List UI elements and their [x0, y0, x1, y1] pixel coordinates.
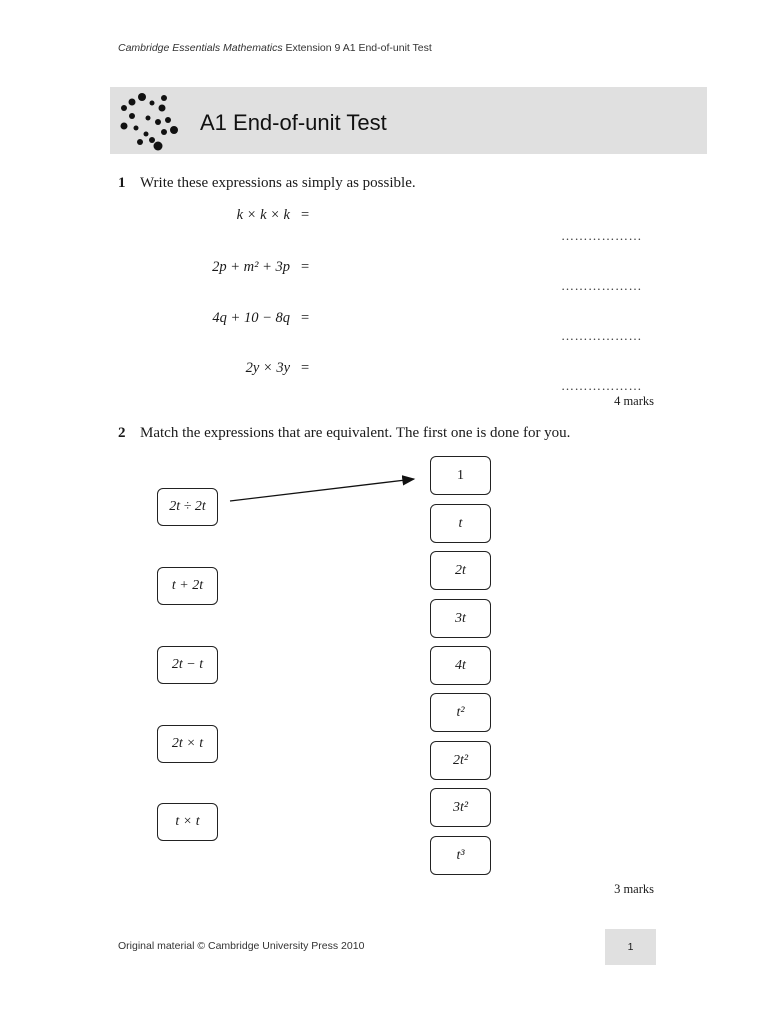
question-1-prompt: Write these expressions as simply as possible. — [140, 175, 416, 191]
q1-equals-3: = — [301, 310, 310, 326]
q1-answer-line-3[interactable]: ……………… — [561, 328, 642, 343]
question-2-number: 2 — [118, 425, 126, 441]
q1-answer-line-1[interactable]: ……………… — [561, 228, 642, 243]
q1-expression-1: k × k × k — [236, 207, 290, 223]
q1-expression-2: 2p + m² + 3p — [212, 259, 290, 275]
question-1-marks: 4 marks — [614, 394, 654, 408]
q1-equals-2: = — [301, 259, 310, 275]
series-subtitle: Extension 9 A1 End-of-unit Test — [282, 42, 432, 54]
q1-answer-line-4[interactable]: ……………… — [561, 378, 642, 393]
match-left-box-5[interactable]: t × t — [157, 803, 218, 841]
series-name: Cambridge Essentials Mathematics — [118, 42, 283, 54]
match-left-box-3[interactable]: 2t − t — [157, 646, 218, 684]
q1-equals-1: = — [301, 207, 310, 223]
match-right-box-6[interactable]: t² — [430, 693, 491, 732]
match-left-box-1[interactable]: 2t ÷ 2t — [157, 488, 218, 526]
question-2-marks: 3 marks — [614, 882, 654, 896]
q1-expression-4: 2y × 3y — [245, 360, 290, 376]
match-right-box-8[interactable]: 3t² — [430, 788, 491, 827]
match-right-box-2[interactable]: t — [430, 504, 491, 543]
q1-expression-3: 4q + 10 − 8q — [212, 310, 290, 326]
match-right-box-5[interactable]: 4t — [430, 646, 491, 685]
match-right-box-1[interactable]: 1 — [430, 456, 491, 495]
match-left-box-4[interactable]: 2t × t — [157, 725, 218, 763]
match-right-box-3[interactable]: 2t — [430, 551, 491, 590]
question-1-number: 1 — [118, 175, 126, 191]
footer-copyright: Original material © Cambridge University Press 2010 — [118, 940, 365, 952]
q1-equals-4: = — [301, 360, 310, 376]
match-right-box-4[interactable]: 3t — [430, 599, 491, 638]
page-title: A1 End-of-unit Test — [200, 110, 387, 135]
q1-answer-line-2[interactable]: ……………… — [561, 278, 642, 293]
match-right-box-7[interactable]: 2t² — [430, 741, 491, 780]
page-number: 1 — [605, 929, 656, 965]
question-2-prompt: Match the expressions that are equivalent. The first one is done for you. — [140, 425, 571, 441]
match-left-box-2[interactable]: t + 2t — [157, 567, 218, 605]
match-right-box-9[interactable]: t³ — [430, 836, 491, 875]
